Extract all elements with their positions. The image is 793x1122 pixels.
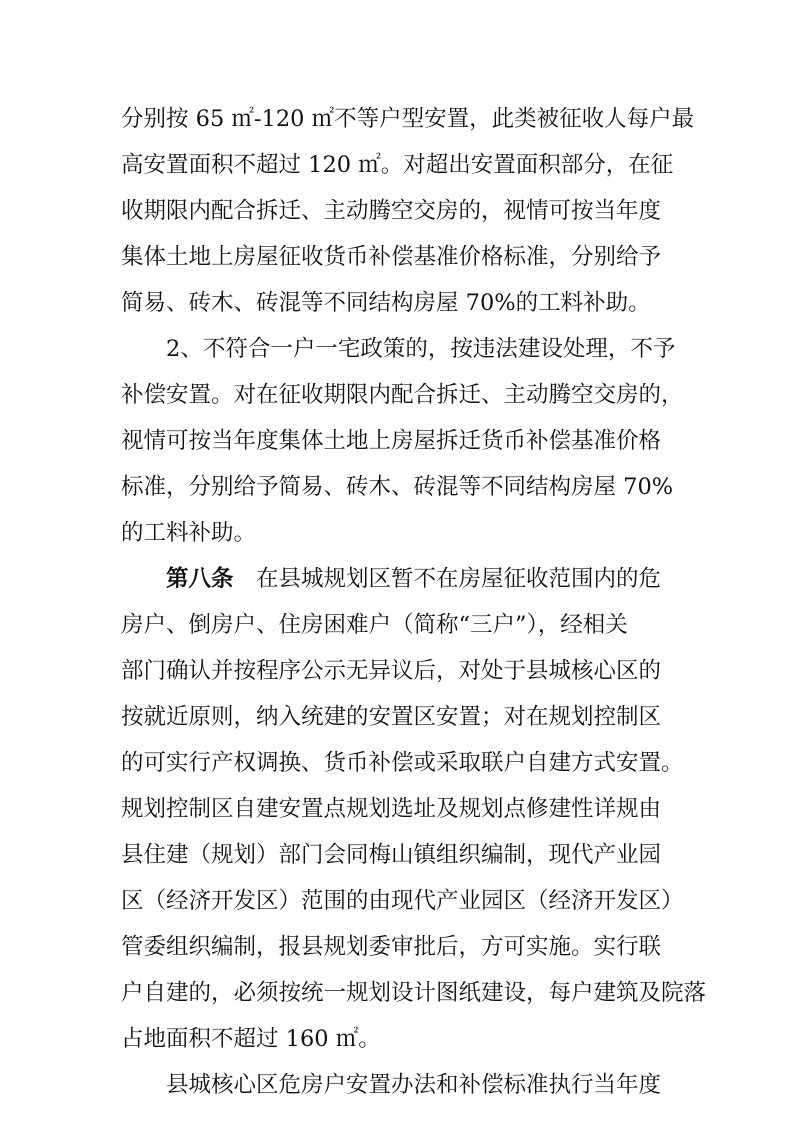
text-line: 房户、倒房户、住房困难户（简称“三户”），经相关 [121, 612, 628, 638]
text-line: 补偿安置。对在征收期限内配合拆迁、主动腾空交房的， [121, 382, 684, 408]
text-line: 的工料补助。 [121, 520, 257, 546]
text-line: 户自建的，必须按统一规划设计图纸建设，每户建筑及院落 [121, 980, 707, 1006]
text-line: 部门确认并按程序公示无异议后，对处于县城核心区的 [121, 658, 662, 684]
text-line: 集体土地上房屋征收货币补偿基准价格标准，分别给予 [121, 244, 662, 270]
text-line: 分别按 65 ㎡-120 ㎡不等户型安置，此类被征收人每户最 [121, 106, 695, 132]
text-line: 收期限内配合拆迁、主动腾空交房的，视情可按当年度 [121, 198, 662, 224]
text-line: 区（经济开发区）范围的由现代产业园区（经济开发区） [121, 888, 684, 914]
text-line: 2、不符合一户一宅政策的，按违法建设处理，不予 [166, 336, 676, 362]
text-line: 管委组织编制，报县规划委审批后，方可实施。实行联 [121, 934, 662, 960]
text-line: 县住建（规划）部门会同梅山镇组织编制，现代产业园 [121, 842, 662, 868]
text-line: 规划控制区自建安置点规划选址及规划点修建性详规由 [121, 796, 662, 822]
text-line: 标准，分别给予简易、砖木、砖混等不同结构房屋 70% [121, 474, 674, 500]
text-line: 县城核心区危房户安置办法和补偿标准执行当年度 [166, 1072, 662, 1098]
text-line: 在县城规划区暂不在房屋征收范围内的危 [256, 566, 662, 592]
text-line: 简易、砖木、砖混等不同结构房屋 70%的工料补助。 [121, 290, 651, 316]
text-line: 的可实行产权调换、货币补偿或采取联户自建方式安置。 [121, 750, 684, 776]
article-heading: 第八条 [166, 566, 234, 592]
text-line: 高安置面积不超过 120 ㎡。对超出安置面积部分，在征 [121, 152, 674, 178]
text-line: 视情可按当年度集体土地上房屋拆迁货币补偿基准价格 [121, 428, 662, 454]
text-line: 按就近原则，纳入统建的安置区安置；对在规划控制区 [121, 704, 662, 730]
text-line: 占地面积不超过 160 ㎡。 [121, 1026, 381, 1052]
